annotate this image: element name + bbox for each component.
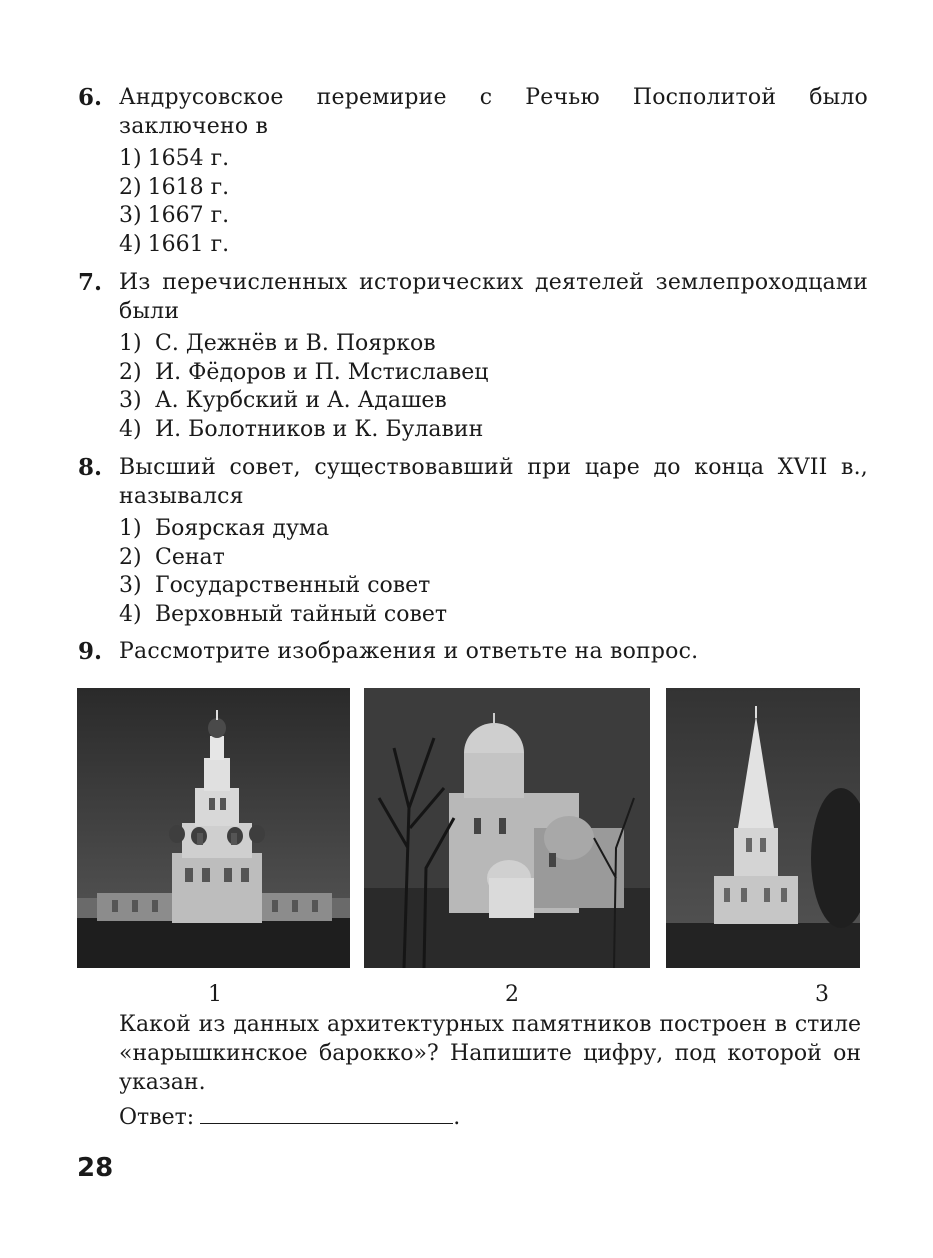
answer-label: Ответ: — [119, 1105, 195, 1130]
photo-caption-2: 2 — [505, 982, 519, 1007]
tent-roof-church-photo-icon — [666, 688, 860, 968]
option[interactable]: 2) И. Фёдоров и П. Мстиславец — [119, 359, 489, 385]
answer-line — [119, 1103, 460, 1132]
answer-options — [119, 515, 868, 629]
option[interactable]: 3) 1667 г. — [119, 203, 230, 228]
question-number: 6. — [78, 84, 103, 111]
question-7 — [78, 268, 868, 444]
followup-question: Какой из данных архитектурных памятников построен в стиле «нарышкинское барокко»? Напишите цифру, под которой он указан. — [119, 1012, 861, 1095]
option[interactable]: 3) А. Курбский и А. Адашев — [119, 388, 447, 413]
page-number: 28 — [77, 1153, 114, 1183]
question-8 — [78, 453, 868, 629]
answer-options — [119, 330, 868, 444]
question-6 — [78, 83, 868, 259]
option[interactable]: 4) Верховный тайный совет — [119, 601, 448, 627]
option[interactable]: 1) 1654 г. — [119, 146, 230, 171]
question-number: 9. — [78, 638, 103, 665]
question-text: Андрусовское перемирие с Речью Посполитой было заключено в — [119, 85, 868, 139]
cathedral-domes-photo-icon — [364, 688, 650, 968]
baroque-church-photo-icon — [77, 688, 350, 968]
photo-caption-1: 1 — [208, 982, 222, 1007]
question-number: 7. — [78, 269, 103, 296]
option[interactable]: 3) Государственный совет — [119, 573, 431, 598]
option[interactable]: 2) 1618 г. — [119, 174, 230, 200]
question-text: Из перечисленных исторических деятелей землепроходцами были — [119, 270, 868, 324]
photo-2-cathedral — [364, 688, 650, 968]
option[interactable]: 1) Боярская дума — [119, 516, 330, 541]
option[interactable]: 4) И. Болотников и К. Булавин — [119, 416, 484, 442]
question-9 — [78, 637, 868, 666]
option[interactable]: 2) Сенат — [119, 544, 225, 570]
option[interactable]: 1) С. Дежнёв и В. Поярков — [119, 331, 436, 356]
answer-end: . — [453, 1105, 461, 1130]
answer-blank[interactable] — [200, 1103, 453, 1124]
photo-3-tent-church — [666, 688, 860, 968]
question-text: Высший совет, существовавший при царе до конца XVII в., назывался — [119, 455, 868, 509]
answer-options — [119, 145, 868, 259]
option[interactable]: 4) 1661 г. — [119, 231, 230, 257]
question-text: Рассмотрите изображения и ответьте на вопрос. — [119, 639, 699, 664]
question-number: 8. — [78, 454, 103, 481]
photo-row — [77, 688, 860, 968]
photo-caption-3: 3 — [815, 982, 829, 1007]
photo-1-baroque-church — [77, 688, 350, 968]
